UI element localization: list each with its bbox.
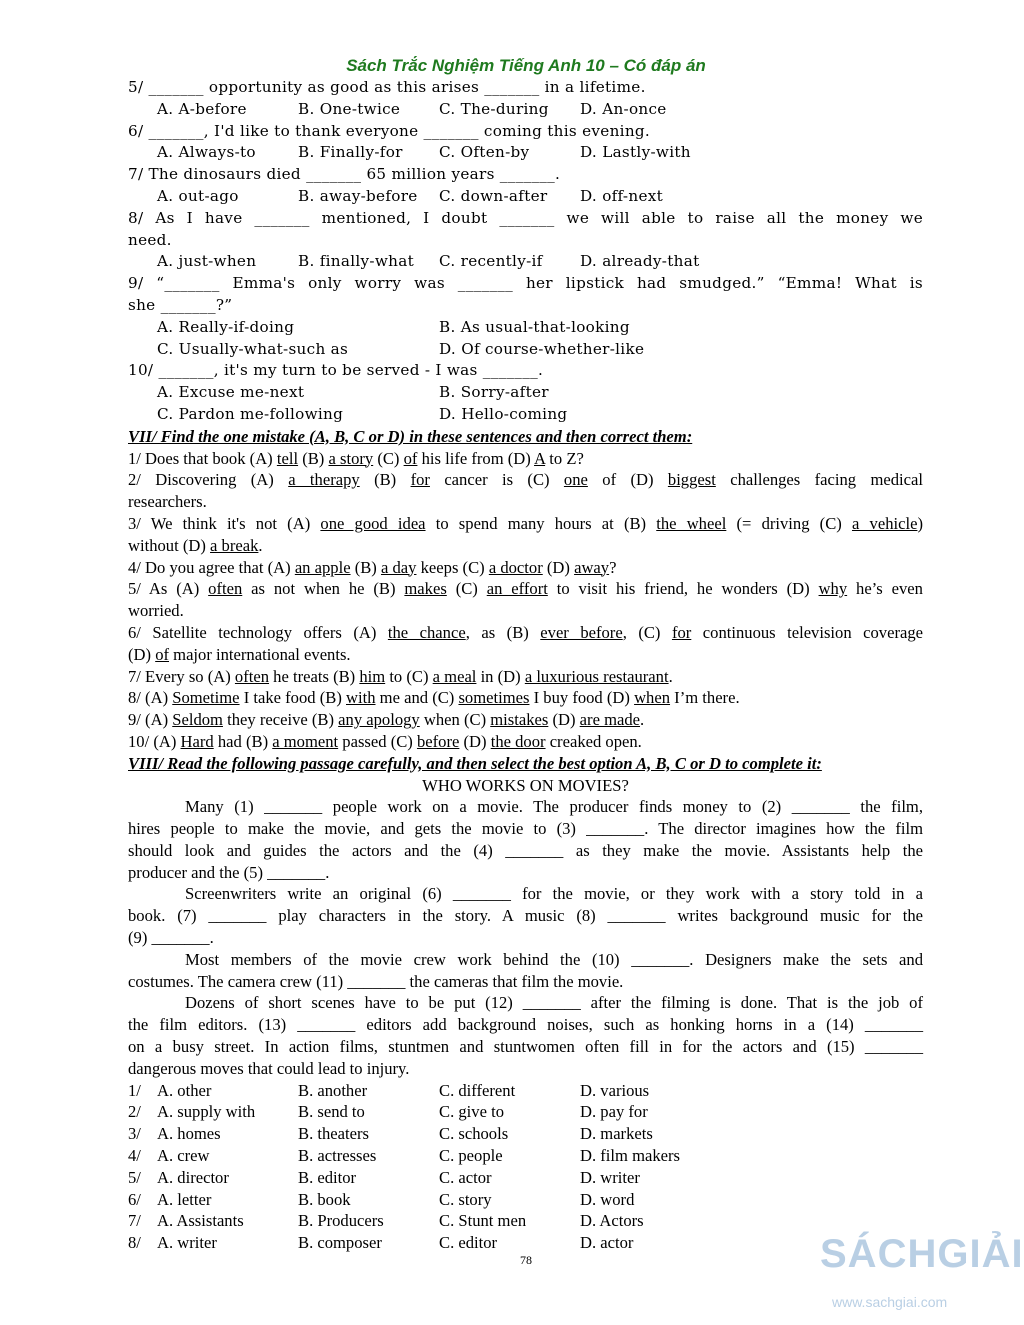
mistake-sentence-10: 10/ (A) Hard had (B) a moment passed (C) before (D) the door creaked open. <box>128 731 642 751</box>
mistake-sentence-2: 2/ Discovering (A) a therapy (B) for cancer is (C) one of (D) biggest challenges facing medical <box>128 470 923 490</box>
passage-p1-line-3: should look and guides the actors and the (4) _______ as they make the movie. Assistants help the <box>128 840 923 860</box>
mistake-sentence-4: 4/ Do you agree that (A) an apple (B) a day keeps (C) a doctor (D) away? <box>128 557 617 577</box>
option-b: B. Producers <box>298 1211 384 1231</box>
question-7: 7/ The dinosaurs died _______ 65 million years _______. <box>128 165 561 184</box>
option-c: C. give to <box>439 1102 504 1122</box>
option-a: A. Assistants <box>157 1211 244 1231</box>
mistake-sentence-5: 5/ As (A) often as not when he (B) makes (C) an effort to visit his friend, he wonders (D) why he’s even <box>128 579 923 599</box>
answer-options-list <box>128 1080 923 1254</box>
option-a: A. letter <box>157 1189 212 1209</box>
option-c: C. recently-if <box>439 252 543 271</box>
option-b: B. One-twice <box>298 99 401 118</box>
option-c: C. story <box>439 1189 492 1209</box>
passage-p4-line-3: on a busy street. In action films, stuntmen and stuntwomen often fill in for the actors and (15) _______ <box>128 1037 923 1057</box>
option-d: D. markets <box>580 1124 653 1144</box>
document-body <box>128 77 923 1254</box>
question-number: 8/ <box>128 1233 141 1253</box>
option-b: B. Sorry-after <box>439 383 549 402</box>
option-c: C. different <box>439 1080 516 1100</box>
passage-p3-line-2: costumes. The camera crew (11) _______ the cameras that film the movie. <box>128 971 624 991</box>
option-b: B. As usual-that-looking <box>439 317 630 336</box>
question-number: 3/ <box>128 1124 141 1144</box>
passage-p1-line-4: producer and the (5) _______. <box>128 862 330 882</box>
option-d: D. writer <box>580 1167 640 1187</box>
mistake-sentence-3: 3/ We think it's not (A) one good idea to spend many hours at (B) the wheel (= driving (C) a vehicle) <box>128 513 923 533</box>
question-10-options-ab <box>128 382 923 404</box>
option-d: D. An-once <box>580 99 667 118</box>
mistake-sentence-5-line-2: worried. <box>128 601 184 621</box>
mistake-sentence-8: 8/ (A) Sometime I take food (B) with me and (C) sometimes I buy food (D) when I’m there. <box>128 688 740 708</box>
question-5: 5/ _______ opportunity as good as this arises _______ in a lifetime. <box>128 78 646 96</box>
question-8-line-1: 8/ As I have _______ mentioned, I doubt _______ we will able to raise all the money we <box>128 208 923 227</box>
mistake-sentence-9: 9/ (A) Seldom they receive (B) any apology when (C) mistakes (D) are made. <box>128 710 645 730</box>
option-b: B. send to <box>298 1102 365 1122</box>
option-a: A. supply with <box>157 1102 256 1122</box>
passage-p4-line-4: dangerous moves that could lead to injury. <box>128 1058 410 1078</box>
option-a: A. Really-if-doing <box>157 317 295 336</box>
question-7-options <box>128 186 923 208</box>
passage-p1-line-2: hires people to make the movie, and gets the movie to (3) _______. The director imagines how the film <box>128 819 923 839</box>
option-d: D. actor <box>580 1233 634 1253</box>
option-a: A. homes <box>157 1124 221 1144</box>
option-d: D. Lastly-with <box>580 143 691 162</box>
passage-title: WHO WORKS ON MOVIES? <box>422 775 629 795</box>
question-number: 5/ <box>128 1167 141 1187</box>
option-b: B. editor <box>298 1167 357 1187</box>
option-d: D. off-next <box>580 186 664 205</box>
passage-p1-line-1: Many (1) _______ people work on a movie. The producer finds money to (2) _______ the film, <box>185 797 923 817</box>
option-b: B. actresses <box>298 1146 377 1166</box>
option-c: C. Often-by <box>439 143 530 162</box>
answer-option-row <box>128 1232 923 1254</box>
option-d: D. film makers <box>580 1146 681 1166</box>
option-a: A. Excuse me-next <box>157 383 305 402</box>
watermark-logo <box>820 1228 1024 1318</box>
question-5-options <box>128 99 923 121</box>
answer-option-row <box>128 1189 923 1211</box>
answer-option-row <box>128 1145 923 1167</box>
option-c: C. Usually-what-such as <box>157 339 349 358</box>
question-number: 1/ <box>128 1080 141 1100</box>
option-b: B. composer <box>298 1233 382 1253</box>
option-b: B. book <box>298 1189 351 1209</box>
question-number: 6/ <box>128 1189 141 1209</box>
option-a: A. just-when <box>157 252 257 271</box>
section-8-title: VIII/ Read the following passage carefully, and then select the best option A, B, C or D to complete it: <box>128 753 822 773</box>
option-d: D. word <box>580 1189 635 1209</box>
mistake-sentence-2-line-2: researchers. <box>128 492 207 512</box>
option-b: B. theaters <box>298 1124 369 1144</box>
option-c: C. Stunt men <box>439 1211 527 1231</box>
question-9-line-2: she _______?” <box>128 295 233 314</box>
watermark-logo-text: SÁCHGIẢI <box>820 1232 1024 1276</box>
question-number: 2/ <box>128 1102 141 1122</box>
passage-p2-line-2: book. (7) _______ play characters in the story. A music (8) _______ writes background music for the <box>128 906 923 926</box>
option-a: A. A-before <box>157 99 247 118</box>
option-a: A. director <box>157 1167 229 1187</box>
question-10-options-cd <box>128 404 923 426</box>
option-a: A. crew <box>157 1146 210 1166</box>
option-b: B. away-before <box>298 186 418 205</box>
passage-p3-line-1: Most members of the movie crew work behind the (10) _______. Designers make the sets and <box>185 949 923 969</box>
option-c: C. Pardon me-following <box>157 404 344 423</box>
option-c: C. editor <box>439 1233 498 1253</box>
option-d: D. Hello-coming <box>439 404 568 423</box>
passage-p2-line-1: Screenwriters write an original (6) _______ for the movie, or they work with a story told in a <box>185 884 923 904</box>
option-a: A. writer <box>157 1233 217 1253</box>
page-number: 78 <box>520 1253 532 1267</box>
option-d: D. Of course-whether-like <box>439 339 645 358</box>
question-9-options-ab <box>128 317 923 339</box>
question-9-line-1: 9/ “_______ Emma's only worry was _______ her lipstick had smudged.” “Emma! What is <box>128 274 923 293</box>
section-7-title: VII/ Find the one mistake (A, B, C or D) in these sentences and then correct them: <box>128 426 693 446</box>
option-d: D. pay for <box>580 1102 648 1122</box>
passage-p2-line-3: (9) _______. <box>128 928 214 948</box>
answer-option-row <box>128 1210 923 1232</box>
option-b: B. another <box>298 1080 368 1100</box>
mistake-sentence-3-line-2: without (D) a break. <box>128 535 263 555</box>
answer-option-row <box>128 1167 923 1189</box>
mistake-sentence-7: 7/ Every so (A) often he treats (B) him to (C) a meal in (D) a luxurious restaurant. <box>128 666 673 686</box>
question-10: 10/ _______, it's my turn to be served - I was _______. <box>128 361 544 380</box>
page-header-title: Sách Trắc Nghiệm Tiếng Anh 10 – Có đáp án <box>346 56 706 75</box>
option-d: D. various <box>580 1080 650 1100</box>
option-c: C. schools <box>439 1124 509 1144</box>
answer-option-row <box>128 1101 923 1123</box>
option-d: D. already-that <box>580 252 700 271</box>
option-a: A. Always-to <box>157 143 256 162</box>
passage-p4-line-1: Dozens of short scenes have to be put (12) _______ after the filming is done. That is the job of <box>185 993 923 1013</box>
question-number: 7/ <box>128 1211 141 1231</box>
mistake-sentence-1: 1/ Does that book (A) tell (B) a story (C) of his life from (D) A to Z? <box>128 448 584 468</box>
option-c: C. down-after <box>439 186 548 205</box>
option-c: C. The-during <box>439 99 549 118</box>
answer-option-row <box>128 1080 923 1102</box>
option-b: B. finally-what <box>298 252 414 271</box>
question-6-options <box>128 142 923 164</box>
question-9-options-cd <box>128 339 923 361</box>
question-8-options <box>128 251 923 273</box>
option-c: C. people <box>439 1146 503 1166</box>
option-a: A. out-ago <box>157 186 239 205</box>
option-a: A. other <box>157 1080 212 1100</box>
question-6: 6/ _______, I'd like to thank everyone _______ coming this evening. <box>128 121 651 140</box>
question-8-line-2: need. <box>128 230 172 249</box>
option-d: D. Actors <box>580 1211 644 1231</box>
mistake-sentence-6: 6/ Satellite technology offers (A) the chance, as (B) ever before, (C) for continuous television coverage <box>128 622 923 642</box>
mistake-sentence-6-line-2: (D) of major international events. <box>128 644 351 664</box>
option-b: B. Finally-for <box>298 143 403 162</box>
answer-option-row <box>128 1123 923 1145</box>
watermark-url: www.sachgiai.com <box>832 1294 948 1310</box>
passage-p4-line-2: the film editors. (13) _______ editors add background noises, such as honking horns in a (14) _______ <box>128 1015 923 1035</box>
question-number: 4/ <box>128 1146 141 1166</box>
option-c: C. actor <box>439 1167 492 1187</box>
